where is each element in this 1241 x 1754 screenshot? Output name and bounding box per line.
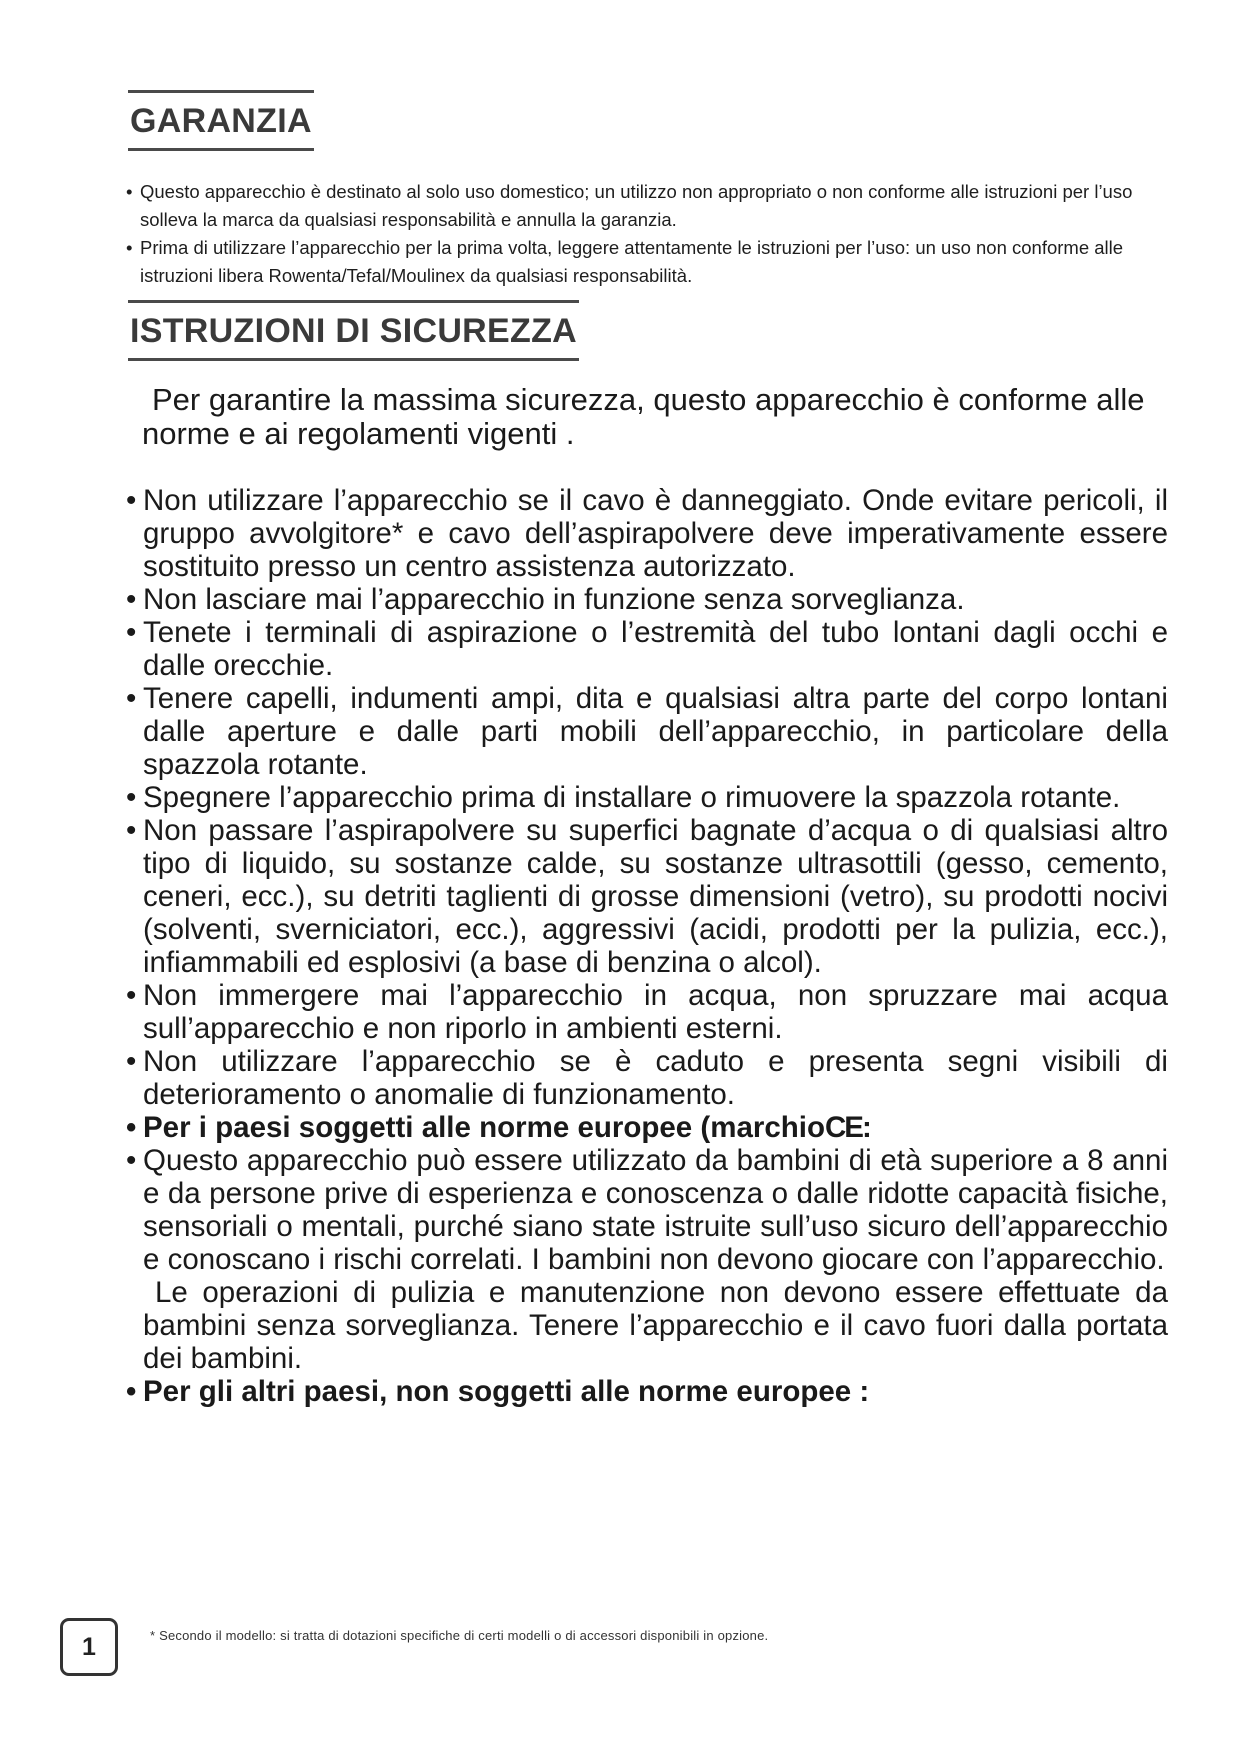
section-title-sicurezza: ISTRUZIONI DI SICUREZZA xyxy=(128,300,579,361)
list-item: • Non passare l’aspirapolvere su superfici bagnate d’acqua o di qualsiasi altro tipo di liquido, su sostanze calde, su sostanze ultrasottili (gesso, cemento, ceneri, ecc.), su detriti taglienti di grosse dimensioni (vetro), su prodotti nocivi (solventi, sverniciatori, ecc.), aggressivi (acidi, prodotti per la pulizia, ecc.), infiammabili ed esplosivi (a base di benzina o alcol). xyxy=(128,814,1168,979)
eu-heading-end: : xyxy=(861,1111,872,1144)
safety-list xyxy=(128,484,1168,1408)
safety-intro: Per garantire la massima sicurezza, questo apparecchio è conforme alle norme e ai regolamenti vigenti . xyxy=(142,382,1145,451)
section-title-garanzia: GARANZIA xyxy=(128,90,314,151)
ce-mark-icon: CE xyxy=(825,1111,862,1144)
eu-heading-text: Per i paesi soggetti alle norme europee (marchio xyxy=(143,1111,825,1144)
list-item: • Spegnere l’apparecchio prima di installare o rimuovere la spazzola rotante. xyxy=(128,781,1168,814)
list-item: • Non lasciare mai l’apparecchio in funzione senza sorveglianza. xyxy=(128,583,1168,616)
garanzia-list xyxy=(126,178,1166,290)
list-item: • Non immergere mai l’apparecchio in acqua, non spruzzare mai acqua sull’apparecchio e non riporlo in ambienti esterni. xyxy=(128,979,1168,1045)
list-item xyxy=(128,1144,1168,1375)
list-item: • Tenere capelli, indumenti ampi, dita e qualsiasi altra parte del corpo lontani dalle aperture e dalle parti mobili dell’apparecchio, in particolare della spazzola rotante. xyxy=(128,682,1168,781)
non-eu-countries-heading: • Per gli altri paesi, non soggetti alle norme europee : xyxy=(128,1375,1168,1408)
page-number-badge: 1 xyxy=(60,1618,118,1676)
list-item: • Non utilizzare l’apparecchio se il cavo è danneggiato. Onde evitare pericoli, il gruppo avvolgitore* e cavo dell’aspirapolvere deve imperativamente essere sostituito presso un centro assistenza autorizzato. xyxy=(128,484,1168,583)
list-item: • Tenete i terminali di aspirazione o l’estremità del tubo lontani dagli occhi e dalle orecchie. xyxy=(128,616,1168,682)
list-item: • Prima di utilizzare l’apparecchio per la prima volta, leggere attentamente le istruzioni per l’uso: un uso non conforme alle istruzioni libera Rowenta/Tefal/Moulinex da qualsiasi responsabilità. xyxy=(126,234,1166,290)
eu-countries-heading xyxy=(128,1111,1168,1144)
list-item: • Non utilizzare l’apparecchio se è caduto e presenta segni visibili di deterioramento o anomalie di funzionamento. xyxy=(128,1045,1168,1111)
list-item: • Questo apparecchio è destinato al solo uso domestico; un utilizzo non appropriato o non conforme alle istruzioni per l’uso solleva la marca da qualsiasi responsabilità e annulla la garanzia. xyxy=(126,178,1166,234)
eu-item-paragraph-1: Questo apparecchio può essere utilizzato da bambini di età superiore a 8 anni e da persone prive di esperienza e conoscenza o dalle ridotte capacità fisiche, sensoriali o mentali, purché siano state istruite sull’uso sicuro dell’apparecchio e conoscano i rischi correlati. I bambini non devono giocare con l’apparecchio. xyxy=(143,1144,1168,1276)
eu-item-paragraph-2: Le operazioni di pulizia e manutenzione non devono essere effettuate da bambini senza sorveglianza. Tenere l’apparecchio e il cavo fuori dalla portata dei bambini. xyxy=(143,1276,1168,1375)
footnote: * Secondo il modello: si tratta di dotazioni specifiche di certi modelli o di accessori disponibili in opzione. xyxy=(150,1628,769,1643)
